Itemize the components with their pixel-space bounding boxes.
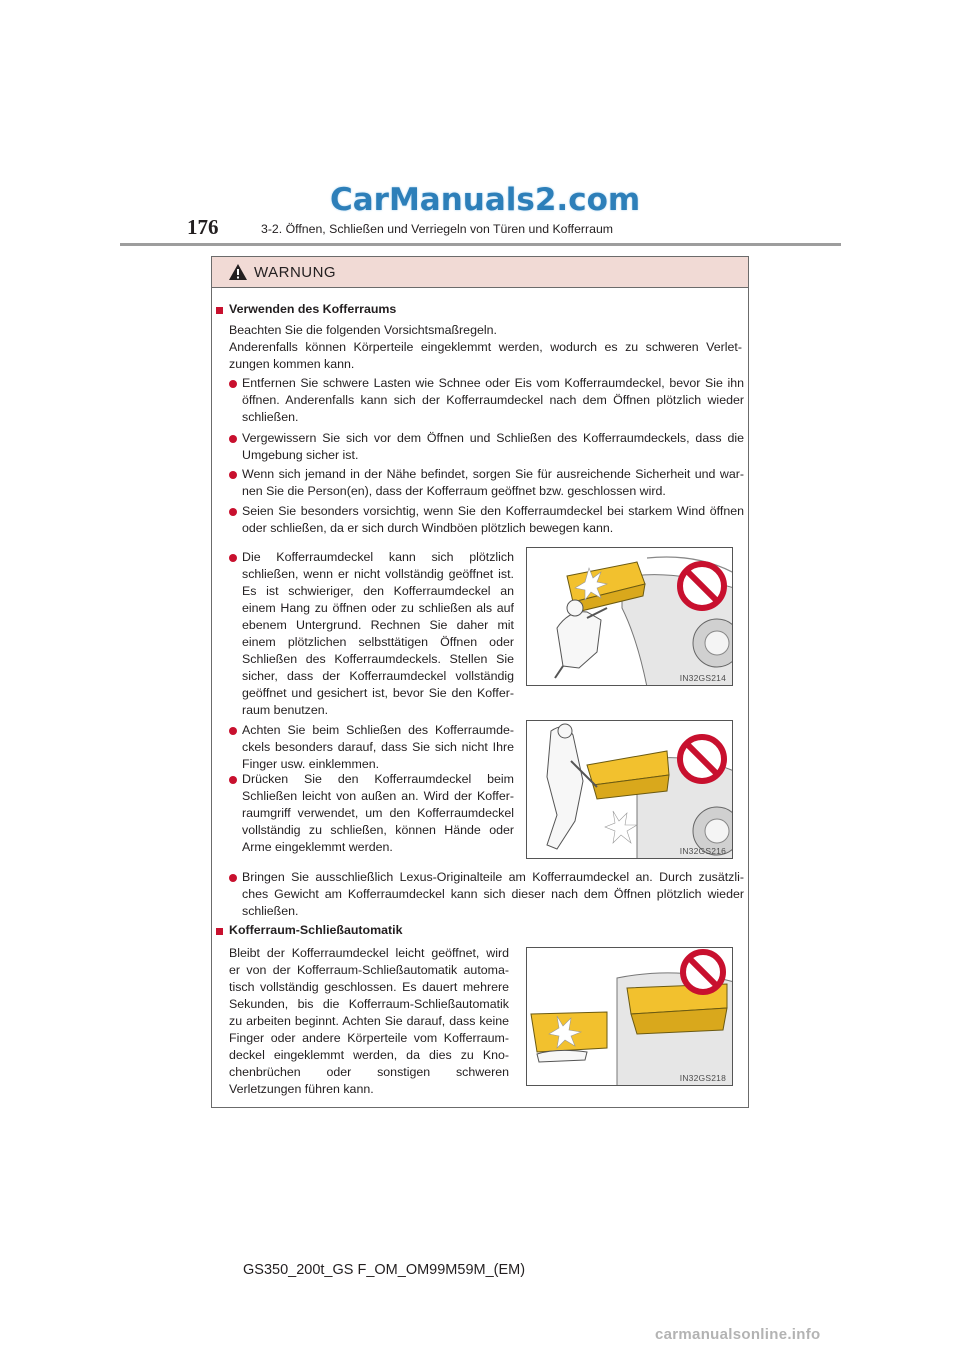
bullet-text: oder schließen, da er sich durch Windböen plötzlich bewegen kann. bbox=[242, 521, 614, 535]
section-heading-trunk-use: Verwenden des Kofferraums bbox=[229, 302, 397, 316]
bullet-text: sicher, dass der Kofferraumdeckel vollständig bbox=[242, 669, 514, 683]
paragraph-line: Bleibt der Kofferraumdeckel leicht geöffnet, wird bbox=[229, 946, 509, 960]
bullet-text: vollständig zu schließen, können Hände oder bbox=[242, 823, 514, 837]
bullet-marker bbox=[229, 435, 237, 443]
paragraph-line: deckel eingeklemmt werden, da dies zu Kno- bbox=[229, 1048, 509, 1062]
bullet-text: schließen. bbox=[242, 410, 299, 424]
closing-scene-graphic bbox=[527, 721, 733, 859]
warning-box bbox=[211, 256, 749, 1108]
paragraph-line: Finger oder andere Körperteile vom Kofferraum- bbox=[229, 1031, 509, 1045]
bullet-text: Finger usw. einklemmen. bbox=[242, 757, 380, 771]
bullet-marker bbox=[229, 776, 237, 784]
paragraph-line: Verletzungen führen kann. bbox=[229, 1082, 374, 1096]
bullet-text: geöffnet und gesichert ist, bevor Sie den Koffer- bbox=[242, 686, 514, 700]
paragraph-line: Sekunden, bis die Kofferraum-Schließautomatik bbox=[229, 997, 509, 1011]
bullet-text: Seien Sie besonders vorsichtig, wenn Sie den Kofferraumdeckel bei starkem Wind öffnen bbox=[242, 504, 744, 518]
watermark-top: CarManuals2.com bbox=[330, 182, 641, 218]
bullet-text: ckels besonders darauf, dass Sie sich nicht Ihre bbox=[242, 740, 514, 754]
illustration-slope bbox=[526, 547, 733, 686]
bullet-marker bbox=[229, 874, 237, 882]
illustration-auto-close bbox=[526, 947, 733, 1086]
bullet-text: ches Gewicht am Kofferraumdeckel kann sich dieser nach dem Öffnen plötzlich wieder bbox=[242, 887, 744, 901]
header-divider bbox=[120, 243, 841, 246]
bullet-text: öffnen. Anderenfalls kann sich der Kofferraumdeckel nach dem Öffnen plötzlich wieder bbox=[242, 393, 744, 407]
bullet-text: Entfernen Sie schwere Lasten wie Schnee oder Eis vom Kofferraumdeckel, bevor Sie ihn bbox=[242, 376, 744, 390]
bullet-text: nen Sie die Person(en), dass der Kofferraum geöffnet bzw. geschlossen wird. bbox=[242, 484, 666, 498]
paragraph-line: er von der Kofferraum-Schließautomatik automa- bbox=[229, 963, 509, 977]
warning-label: WARNUNG bbox=[254, 264, 337, 281]
warning-header bbox=[212, 257, 748, 288]
intro-line: Beachten Sie die folgenden Vorsichtsmaßregeln. bbox=[229, 323, 497, 337]
illustration-code: IN32GS216 bbox=[679, 846, 726, 856]
illustration-code: IN32GS214 bbox=[679, 673, 726, 683]
page-number: 176 bbox=[187, 215, 219, 239]
document-code-footer: GS350_200t_GS F_OM_OM99M59M_(EM) bbox=[243, 1262, 526, 1278]
illustration-closing bbox=[526, 720, 733, 859]
paragraph-line: tisch vollständig geschlossen. Es dauert mehrere bbox=[229, 980, 509, 994]
bullet-text: Wenn sich jemand in der Nähe befindet, sorgen Sie für ausreichende Sicherheit und war- bbox=[242, 467, 744, 481]
bullet-marker bbox=[229, 380, 237, 388]
paragraph-line: chenbrüchen oder sonstigen schweren bbox=[229, 1065, 509, 1079]
bullet-text: einem Hang zu öffnen oder zu schließen als auf bbox=[242, 601, 514, 615]
section-marker bbox=[216, 307, 223, 314]
bullet-text: Umgebung sicher ist. bbox=[242, 448, 359, 462]
bullet-text: raumgriff verwendet, um den Kofferraumdeckel bbox=[242, 806, 514, 820]
section-title: 3-2. Öffnen, Schließen und Verriegeln von Türen und Kofferraum bbox=[261, 222, 614, 236]
bullet-marker bbox=[229, 727, 237, 735]
bullet-marker bbox=[229, 508, 237, 516]
intro-line: Anderenfalls können Körperteile eingeklemmt werden, wodurch es zu schweren Verlet- bbox=[229, 340, 742, 354]
section-marker bbox=[216, 928, 223, 935]
bullet-text: Die Kofferraumdeckel kann sich plötzlich bbox=[242, 550, 514, 564]
bullet-text: raum benutzen. bbox=[242, 703, 329, 717]
bullet-text: ebenem Untergrund. Rechnen Sie daher mit bbox=[242, 618, 514, 632]
auto-close-scene-graphic bbox=[527, 948, 733, 1086]
intro-line: zungen kommen kann. bbox=[229, 357, 355, 371]
bullet-text: einem plötzlichen selbsttätigen Öffnen oder bbox=[242, 635, 514, 649]
bullet-text: Schließen des Kofferraumdeckels. Stellen Sie bbox=[242, 652, 514, 666]
illustration-code: IN32GS218 bbox=[679, 1073, 726, 1083]
warning-triangle-icon bbox=[228, 263, 248, 281]
paragraph-line: zu arbeiten beginnt. Achten Sie darauf, dass keine bbox=[229, 1014, 509, 1028]
bullet-text: Vergewissern Sie sich vor dem Öffnen und Schließen des Kofferraumdeckels, dass die bbox=[242, 431, 744, 445]
bullet-text: Es ist schwieriger, den Kofferraumdeckel an bbox=[242, 584, 514, 598]
bullet-text: schließen, wenn er nicht vollständig geöffnet ist. bbox=[242, 567, 514, 581]
watermark-bottom: carmanualsonline.info bbox=[655, 1326, 821, 1343]
bullet-text: Bringen Sie ausschließlich Lexus-Originalteile am Kofferraumdeckel an. Durch zusätzli- bbox=[242, 870, 744, 884]
bullet-text: Achten Sie beim Schließen des Kofferraumde- bbox=[242, 723, 514, 737]
bullet-text: Drücken Sie den Kofferraumdeckel beim bbox=[242, 772, 514, 786]
bullet-marker bbox=[229, 554, 237, 562]
slope-scene-graphic bbox=[527, 548, 733, 686]
bullet-marker bbox=[229, 471, 237, 479]
bullet-text: Arme eingeklemmt werden. bbox=[242, 840, 393, 854]
section-heading-auto-close: Kofferraum-Schließautomatik bbox=[229, 923, 403, 937]
bullet-text: schließen. bbox=[242, 904, 299, 918]
bullet-text: Schließen leicht von außen an. Wird der Koffer- bbox=[242, 789, 514, 803]
